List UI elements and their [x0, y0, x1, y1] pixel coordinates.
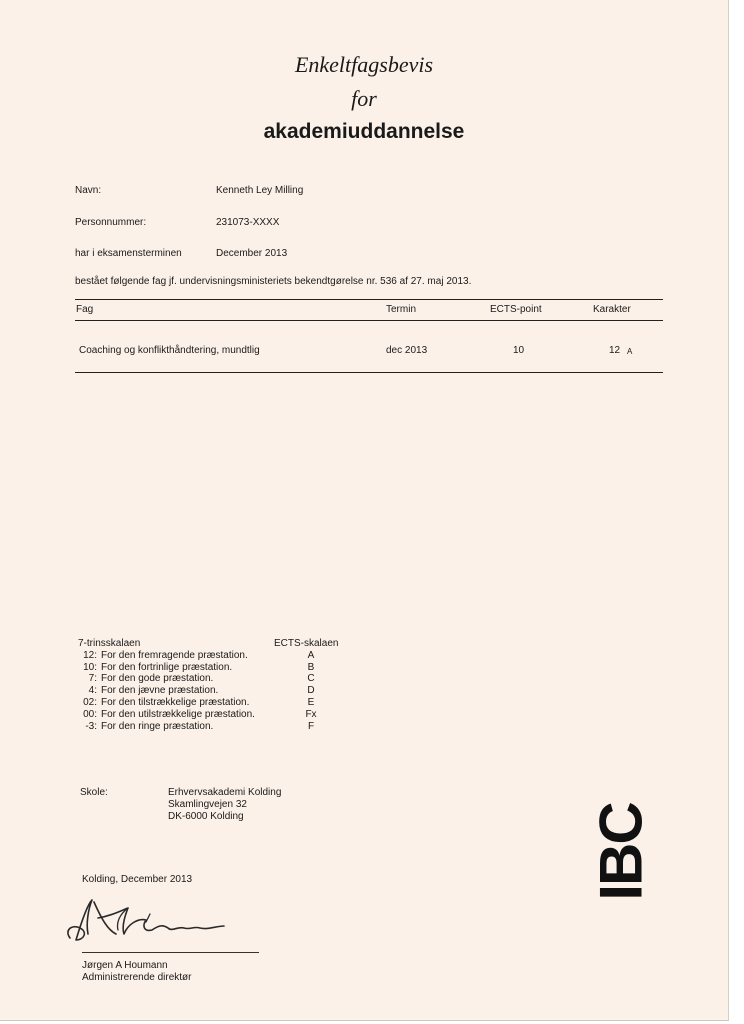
place-date: Kolding, December 2013 [82, 874, 193, 885]
col-header-grade: Karakter [593, 304, 631, 315]
row-grade-letter: A [627, 347, 633, 356]
handwritten-signature [58, 890, 233, 945]
grading-scale [78, 638, 338, 732]
signature-line [82, 952, 259, 953]
scale-desc: For den gode præstation. [101, 673, 214, 685]
scale-num: 00: [83, 708, 97, 720]
scale-desc: For den fremragende præstation. [101, 649, 248, 661]
row-term: dec 2013 [386, 345, 428, 356]
title-line2: for [351, 86, 377, 111]
table-bottom-rule [75, 372, 663, 373]
cpr-label: Personnummer: [75, 217, 147, 228]
ibc-logo [583, 805, 659, 899]
scale-desc: For den jævne præstation. [101, 685, 219, 697]
school-street: Skamlingvejen 32 [168, 798, 247, 810]
col-header-ects: ECTS-point [490, 304, 542, 315]
scale-row [78, 721, 338, 733]
scale-row [78, 685, 338, 697]
scale-ects: B [307, 661, 315, 673]
col-header-term: Termin [386, 304, 417, 315]
scale-row [78, 709, 338, 721]
title-line1: Enkeltfagsbevis [294, 52, 434, 77]
scale-row [78, 650, 338, 662]
scale-row [78, 662, 338, 674]
table-header-rule [75, 320, 663, 321]
statement-text: bestået følgende fag jf. undervisningsministeriets bekendtgørelse nr. 536 af 27. maj 2013. [75, 276, 472, 287]
scale-desc: For den ringe præstation. [101, 720, 214, 732]
scale-num: 4: [88, 685, 97, 697]
scale-header-7: 7-trinsskalaen [78, 638, 141, 649]
scale-desc: For den fortrinlige præstation. [101, 661, 233, 673]
scale-ects: C [307, 673, 315, 685]
scale-ects: Fx [305, 708, 317, 720]
scale-desc: For den utilstrækkelige præstation. [101, 708, 255, 720]
scale-ects: A [307, 649, 315, 661]
scale-num: 7: [88, 673, 97, 685]
scale-header-ects: ECTS-skalaen [274, 638, 339, 649]
signer-name: Jørgen A Houmann [82, 960, 168, 971]
scale-row [78, 697, 338, 709]
signer-title: Administrerende direktør [82, 971, 192, 983]
scale-num: 02: [83, 696, 97, 708]
term-value: December 2013 [216, 248, 288, 259]
scale-ects: F [307, 720, 315, 732]
school-label: Skole: [80, 787, 108, 798]
signer-block [82, 960, 191, 984]
term-label: har i eksamensterminen [75, 248, 182, 259]
table-top-rule [75, 299, 663, 300]
row-ects: 10 [513, 345, 525, 356]
school-city: DK-6000 Kolding [168, 810, 244, 822]
scale-num: 12: [83, 649, 97, 661]
scale-num: -3: [85, 720, 97, 732]
school-address [168, 787, 281, 822]
row-grade: 12 [609, 345, 621, 356]
school-name: Erhvervsakademi Kolding [168, 787, 282, 798]
scale-row [78, 673, 338, 685]
ibc-logo-text: IBC [587, 803, 655, 901]
scale-ects: E [307, 696, 315, 708]
col-header-subject: Fag [76, 304, 94, 315]
scale-desc: For den tilstrækkelige præstation. [101, 696, 250, 708]
cpr-value: 231073-XXXX [216, 217, 280, 228]
scale-ects: D [307, 685, 315, 697]
row-subject: Coaching og konflikthåndtering, mundtlig [79, 345, 260, 356]
name-label: Navn: [75, 185, 102, 196]
scale-num: 10: [83, 661, 97, 673]
title-line3: akademiuddannelse [263, 120, 465, 143]
name-value: Kenneth Ley Milling [216, 185, 304, 196]
